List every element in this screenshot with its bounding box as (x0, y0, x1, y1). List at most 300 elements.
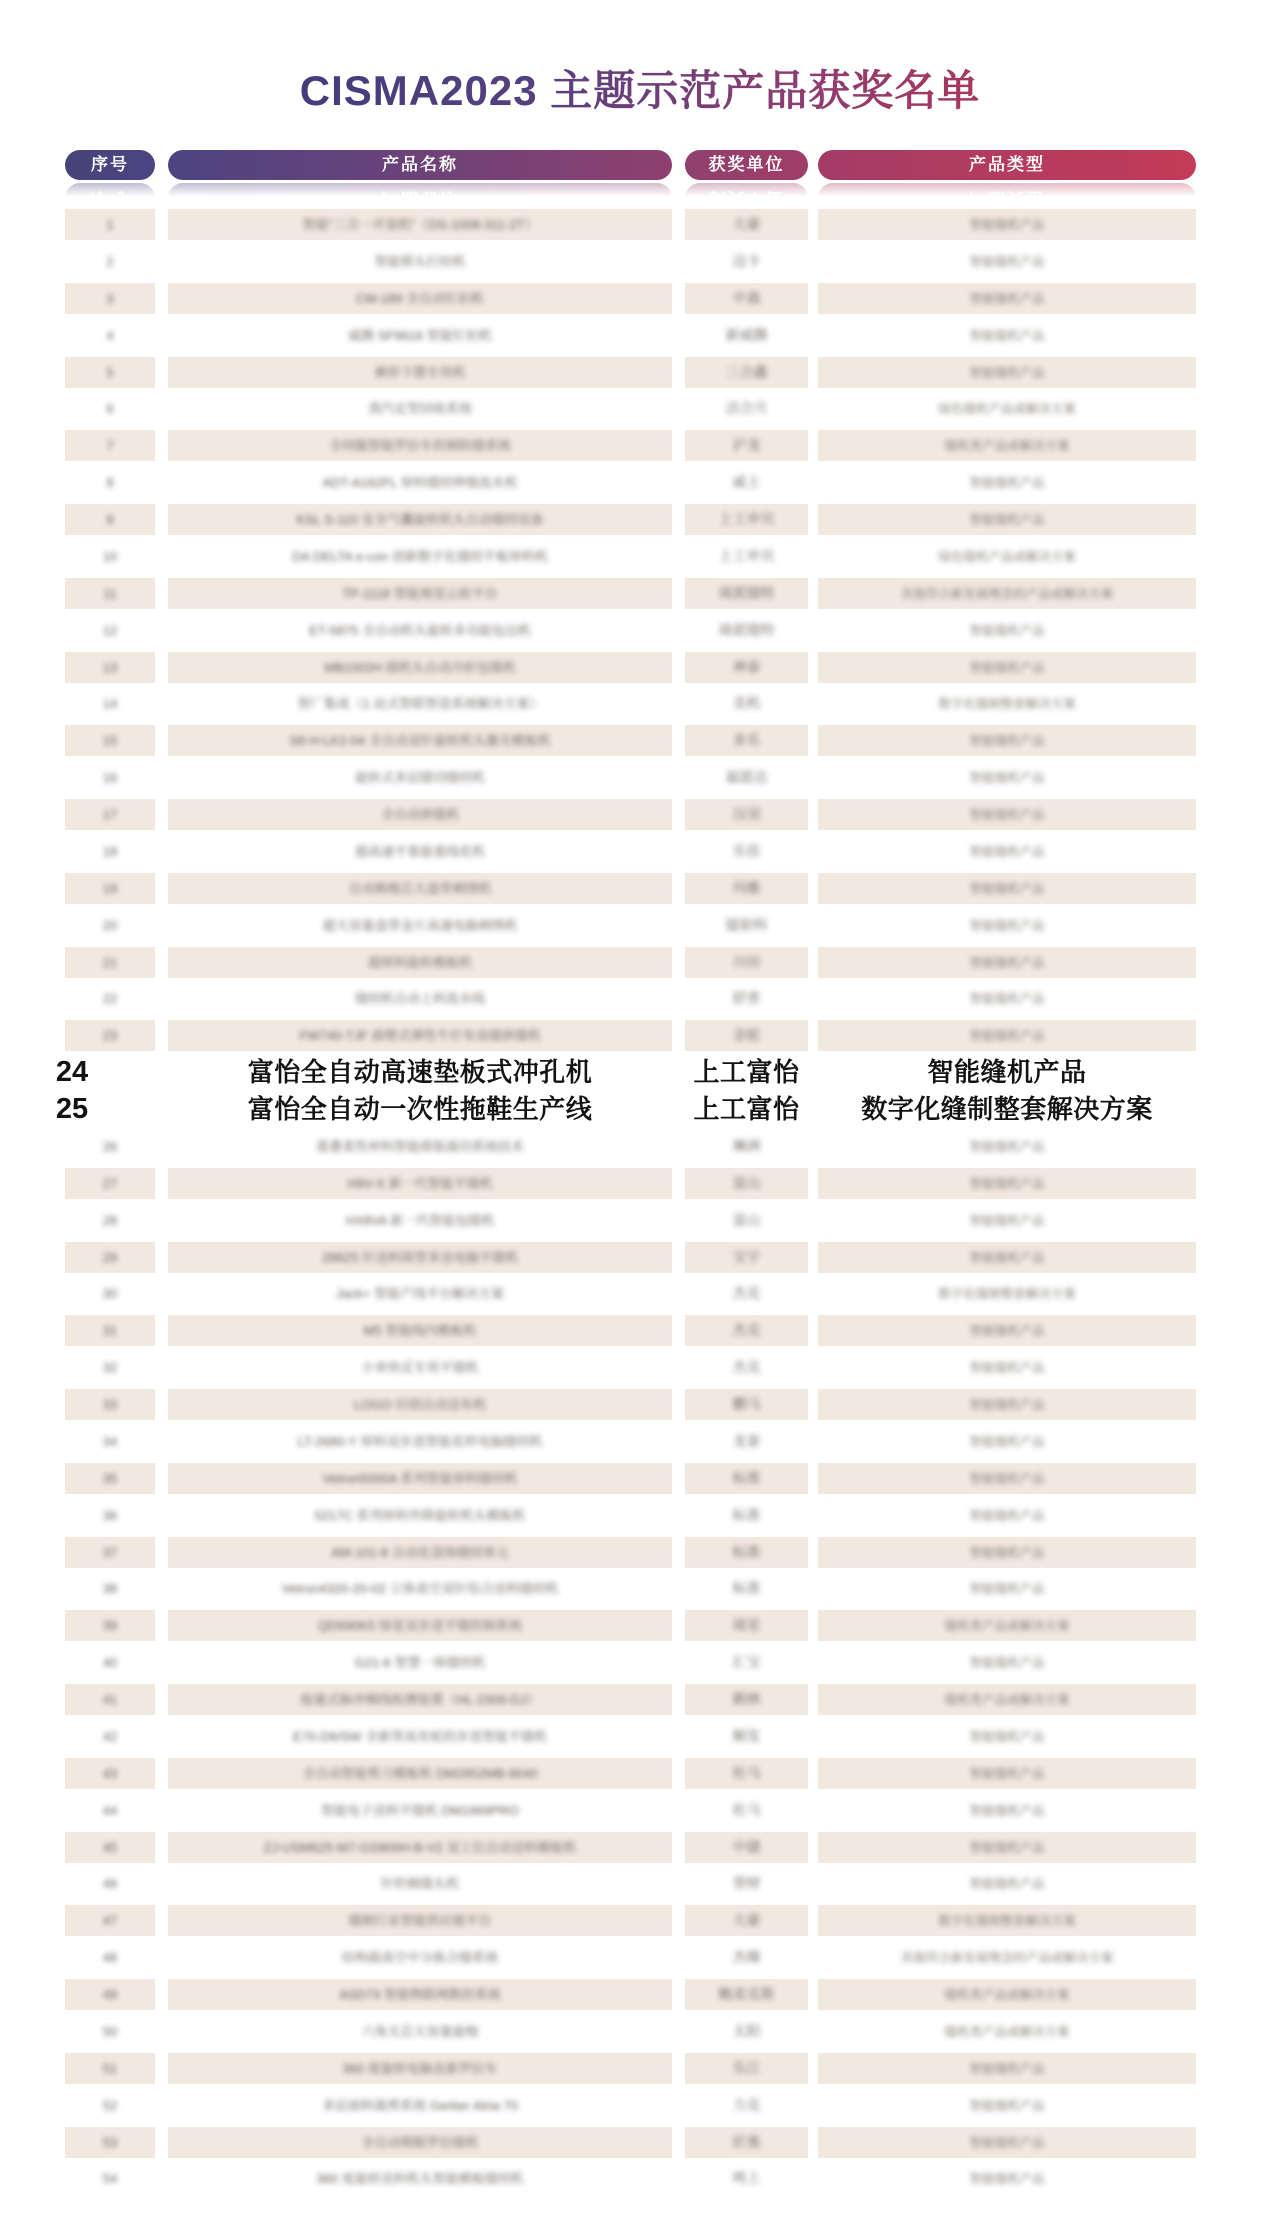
cell-product-type (818, 1758, 1196, 1789)
row-index-text: 13 (102, 659, 118, 675)
cell-index (65, 1573, 155, 1604)
row-index-text: 14 (102, 696, 118, 712)
cell-product-type (818, 836, 1196, 867)
cell-product-type (818, 2053, 1196, 2084)
cell-index (65, 504, 155, 535)
column-header-product-name: 产品名称 (168, 150, 672, 180)
award-unit-text: 威士 (732, 474, 761, 491)
product-name-text: 全自动拼缝机 (380, 807, 459, 822)
cell-product-name (168, 393, 672, 424)
product-type-text: 智能缝机产品 (969, 1729, 1045, 1744)
table-row (0, 1312, 1280, 1349)
cell-index (65, 1832, 155, 1863)
award-unit-text: 顺发 (732, 1727, 761, 1744)
table-row (0, 1091, 1280, 1128)
cell-award-unit (685, 1242, 808, 1273)
cell-product-name (168, 504, 672, 535)
product-name-text: 旋转式多层缝切缝纫机 (354, 770, 485, 786)
product-type-text: 智能缝机产品 (969, 1471, 1045, 1486)
row-index-text: 27 (102, 1175, 118, 1191)
cell-product-type (818, 357, 1196, 388)
cell-product-name (168, 1832, 672, 1863)
row-index-text: 19 (102, 880, 118, 896)
product-name-text: 六角无芯大容量旋梭 (361, 2023, 479, 2039)
cell-product-name (168, 1610, 672, 1641)
cell-index (65, 873, 155, 904)
table-row (0, 1386, 1280, 1423)
cell-product-type (818, 1721, 1196, 1752)
cell-award-unit (685, 1721, 808, 1752)
cell-product-name (168, 320, 672, 351)
cell-award-unit (685, 2053, 808, 2084)
cell-award-unit (685, 1205, 808, 1236)
cell-product-name (168, 652, 672, 683)
table-row (0, 2160, 1280, 2197)
cell-index (65, 283, 155, 314)
cell-product-name (168, 725, 672, 756)
product-type-text: 绿色缝机产品或解决方案 (938, 402, 1076, 417)
award-unit-text: 舒普 (732, 990, 761, 1007)
cell-product-type (818, 983, 1196, 1014)
cell-award-unit (685, 320, 808, 351)
product-type-text: 智能缝机产品 (969, 2061, 1045, 2076)
product-name-text: ZJ-USM625-M7-GS900H-B-V2 双工位自动送料模板机 (263, 1839, 577, 1855)
cell-product-name (168, 2053, 672, 2084)
cell-product-type (818, 688, 1196, 719)
table-row (0, 2124, 1280, 2161)
row-index-text: 42 (102, 1728, 118, 1744)
product-type-text: 智能缝机产品 (969, 476, 1045, 491)
cell-index (65, 357, 155, 388)
product-type-text: 智能缝机产品 (969, 808, 1045, 822)
table-row (0, 1534, 1280, 1571)
product-type-text: 智能缝机产品 (969, 365, 1045, 380)
row-index-text: 5 (106, 364, 114, 380)
cell-award-unit (685, 910, 808, 941)
cell-award-unit (685, 799, 808, 830)
award-unit-text: 汉羽 (732, 806, 761, 822)
product-type-text: 智能缝机产品 (969, 1029, 1045, 1044)
product-name-text: 富怡全自动高速垫板式冲孔机 (247, 1057, 593, 1088)
row-index-text: 28 (102, 1212, 118, 1228)
product-name-text: 360 度旋转电脑直驱罗拉车 (342, 2060, 498, 2076)
award-unit-text: 琦星 (732, 1617, 761, 1634)
cell-index (65, 1352, 155, 1383)
cell-product-type (818, 1242, 1196, 1273)
cell-award-unit (685, 283, 808, 314)
award-unit-text: 富山 (732, 1211, 761, 1228)
product-name-text: 全伺服智能罗拉车控制防缝系统 (328, 438, 511, 454)
award-unit-text: 杰克 (732, 1359, 761, 1376)
table-body (0, 206, 1280, 2197)
cell-index (65, 1315, 155, 1346)
product-type-text: 智能缝机产品 (927, 1057, 1087, 1088)
cell-product-type (818, 1426, 1196, 1457)
cell-award-unit (685, 393, 808, 424)
row-index-text: 1 (106, 217, 114, 232)
product-type-text: 其他符合新发展理念的产品或解决方案 (900, 586, 1114, 601)
cell-product-name (168, 1684, 672, 1715)
product-type-text: 智能缝机产品 (969, 1398, 1045, 1412)
row-index-text: 29 (102, 1249, 118, 1265)
award-unit-text: 匠奥 (732, 2133, 761, 2150)
award-unit-text: 镭射科 (725, 916, 768, 933)
cell-index (65, 467, 155, 498)
product-name-text: 蒸汽定型回收系统 (367, 401, 472, 417)
product-type-text: 智能缝机产品 (969, 2098, 1045, 2113)
cell-product-type (818, 541, 1196, 572)
product-name-text: 接量式脉冲棉线检测装置（HL-2306-DJ） (300, 1692, 540, 1707)
cell-index (65, 320, 155, 351)
cell-product-type (818, 320, 1196, 351)
row-index-text: 25 (55, 1093, 89, 1125)
cell-product-type (818, 393, 1196, 424)
cell-index (65, 1278, 155, 1309)
product-type-text: 智能缝机产品 (969, 771, 1045, 786)
cell-award-unit (685, 2090, 808, 2121)
award-unit-text: 标准 (732, 1543, 761, 1560)
cell-product-name (168, 1315, 672, 1346)
row-index-text: 54 (102, 2171, 118, 2187)
product-name-text: 超大容量盘带金片高速电脑刺绣机 (322, 917, 518, 933)
award-unit-text: 沪龙 (732, 437, 761, 454)
cell-award-unit (685, 467, 808, 498)
table-row (0, 1865, 1280, 1902)
cell-index (65, 799, 155, 830)
product-name-text: E70-D6/SW 全新带高布轮的步进智能平缝机 (292, 1728, 548, 1744)
row-index-text: 36 (102, 1507, 118, 1523)
cell-award-unit (685, 578, 808, 609)
table-row (0, 1755, 1280, 1792)
product-name-text: TP-1118 智能视觉云检平台 (342, 585, 498, 601)
table-row (0, 243, 1280, 280)
product-name-text: AM-101-8 自动化袋饰缝纫单元 (331, 1544, 509, 1560)
cell-product-name (168, 799, 672, 830)
cell-product-name (168, 873, 672, 904)
cell-index (65, 762, 155, 793)
cell-product-type (818, 1832, 1196, 1863)
cell-award-unit (685, 1942, 808, 1973)
cell-product-name (168, 2090, 672, 2121)
award-unit-text: 鲍麦克斯 (718, 1986, 775, 2002)
cell-award-unit (685, 1352, 808, 1383)
cell-index (65, 836, 155, 867)
award-unit-text: 杜马 (732, 1801, 761, 1818)
table-row (0, 796, 1280, 833)
row-index-text: 40 (102, 1655, 118, 1671)
cell-product-type (818, 1647, 1196, 1678)
product-type-text: 智能缝机产品 (969, 623, 1045, 638)
table-row (0, 870, 1280, 907)
cell-award-unit (685, 1979, 808, 2010)
page-title: CISMA2023 主题示范产品获奖名单 (0, 58, 1280, 110)
award-unit-text: 上工申贝 (718, 511, 775, 527)
award-unit-text: 洁合月 (725, 400, 768, 417)
cell-product-type (818, 1905, 1196, 1936)
cell-index (65, 688, 155, 719)
table-row (0, 2013, 1280, 2050)
award-unit-text: 多乐 (732, 732, 761, 749)
award-unit-text: 杰克 (732, 1285, 761, 1302)
table-row (0, 427, 1280, 464)
cell-product-name (168, 615, 672, 646)
row-index-text: 10 (102, 548, 118, 564)
row-index-text: 9 (106, 512, 114, 527)
award-unit-text: 标准 (732, 1469, 761, 1486)
product-name-text: S8-H-LK2-04 全自动双针旋转机头激光模板机 (289, 733, 551, 749)
table-row (0, 649, 1280, 686)
row-index-text: 3 (106, 290, 114, 306)
award-unit-text: 鸣上 (732, 2170, 761, 2187)
row-index-text: 17 (102, 807, 118, 822)
cell-award-unit (685, 947, 808, 978)
cell-product-type (818, 1573, 1196, 1604)
cell-award-unit (685, 1463, 808, 1494)
cell-product-name (168, 1278, 672, 1309)
product-name-text: 缝纫机自动上料流水线 (354, 991, 485, 1007)
cell-award-unit (685, 652, 808, 683)
cell-award-unit (685, 541, 808, 572)
award-unit-text: 美机 (732, 695, 761, 712)
product-type-text: 智能缝机产品 (969, 218, 1045, 232)
row-index-text: 52 (102, 2097, 118, 2113)
award-unit-text: 鹤林 (732, 1691, 761, 1707)
award-unit-text: 新威腾 (725, 326, 768, 343)
cell-index (65, 1426, 155, 1457)
cell-award-unit (685, 615, 808, 646)
award-unit-text: 大豪 (732, 216, 761, 232)
row-index-text: 26 (102, 1138, 118, 1154)
product-type-text: 智能缝机产品 (969, 513, 1045, 527)
cell-award-unit (685, 430, 808, 461)
product-name-text: ADT-A162FL 厚料缝纫伸缩流水机 (322, 475, 518, 491)
table-row (0, 1202, 1280, 1239)
table-row (0, 833, 1280, 870)
award-unit-text: 杰克 (732, 1322, 761, 1339)
cell-product-name (168, 762, 672, 793)
cell-product-type (818, 1352, 1196, 1383)
cell-product-type (818, 467, 1196, 498)
cell-product-name (168, 578, 672, 609)
product-type-text: 智能缝机产品 (969, 1176, 1045, 1191)
cell-index (65, 1647, 155, 1678)
product-type-text: 智能缝机产品 (969, 1803, 1045, 1818)
product-type-text: 智能缝机产品 (969, 660, 1045, 675)
cell-index (65, 983, 155, 1014)
cell-product-name (168, 357, 672, 388)
award-unit-text: 乐江 (732, 2059, 761, 2076)
cell-product-name (168, 910, 672, 941)
product-name-text: Vetron4320-20-02 立体真空双针综合送料缝纫机 (281, 1581, 559, 1597)
cell-product-name (168, 1758, 672, 1789)
cell-product-name (168, 1979, 672, 2010)
row-index-text: 34 (102, 1433, 118, 1449)
cell-product-name (168, 283, 672, 314)
product-type-text: 缝机类产品或解决方案 (944, 2024, 1070, 2039)
cell-product-type (818, 762, 1196, 793)
product-type-text: 智能缝机产品 (969, 881, 1045, 896)
product-type-text: 智能缝机产品 (969, 1213, 1045, 1228)
row-index-text: 31 (102, 1323, 118, 1339)
row-index-text: 46 (102, 1876, 118, 1892)
cell-index (65, 2163, 155, 2194)
cell-index (65, 2090, 155, 2121)
cell-award-unit (685, 1610, 808, 1641)
product-type-text: 智能缝机产品 (969, 1139, 1045, 1154)
product-name-text: 288Z5 针送料筒型多送电脑平缝机 (321, 1249, 519, 1265)
product-type-text: 智能缝机产品 (969, 1508, 1045, 1523)
cell-product-name (168, 1942, 672, 1973)
table-row (0, 1607, 1280, 1644)
column-header-index: 序号 (65, 150, 155, 180)
row-index-text: 51 (102, 2060, 118, 2076)
cell-index (65, 652, 155, 683)
product-name-text: 裤形下摆专用机 (374, 364, 466, 380)
product-type-text: 智能缝机产品 (969, 1250, 1045, 1265)
product-name-text: Jack+ 智能产线平台解决方案 (336, 1286, 504, 1302)
cell-index (65, 1684, 155, 1715)
product-type-text: 数字化缝制整套解决方案 (938, 1287, 1076, 1302)
table-row (0, 1570, 1280, 1607)
cell-award-unit (685, 504, 808, 535)
award-unit-text: 大豪 (732, 1912, 761, 1929)
cell-index (65, 1942, 155, 1973)
cell-index (65, 430, 155, 461)
table-row (0, 317, 1280, 354)
cell-award-unit (685, 1832, 808, 1863)
cell-product-type (818, 1057, 1196, 1088)
row-index-text: 21 (102, 954, 118, 970)
row-index-text: 44 (102, 1802, 118, 1818)
cell-index (65, 578, 155, 609)
product-name-text: HX8VA 新一代智能包缝机 (345, 1212, 495, 1228)
cell-product-name (168, 983, 672, 1014)
product-type-text: 智能缝机产品 (969, 734, 1045, 749)
cell-award-unit (685, 1315, 808, 1346)
cell-award-unit (685, 1573, 808, 1604)
row-index-text: 48 (102, 1950, 118, 1966)
cell-product-name (168, 1537, 672, 1568)
row-index-text: 2 (106, 253, 114, 269)
cell-index (65, 910, 155, 941)
product-name-text: ET-5875 全自动机头旋转多功能包边机 (309, 622, 531, 638)
cell-product-type (818, 2090, 1196, 2121)
cell-product-type (818, 873, 1196, 904)
award-unit-text: 上工申贝 (718, 547, 775, 564)
cell-award-unit (685, 1500, 808, 1531)
cell-product-name (168, 430, 672, 461)
product-name-text: MB1002H 圆机头自动冷折包缝机 (324, 659, 516, 675)
table-row (0, 1902, 1280, 1939)
row-index-text: 15 (102, 733, 118, 749)
award-unit-text: 标准 (732, 1580, 761, 1597)
table-row (0, 280, 1280, 317)
product-name-text: 重叠柔性材料智能排版裁切系统技术 (315, 1138, 524, 1154)
cell-index (40, 1094, 104, 1125)
row-index-text: 8 (106, 475, 114, 491)
table-row (0, 1239, 1280, 1276)
cell-product-type (818, 1868, 1196, 1899)
cell-product-name (168, 1020, 672, 1051)
award-unit-text: 杜马 (732, 1764, 761, 1781)
product-name-text: 智能锁头打结机 (374, 253, 466, 269)
award-unit-text: 富山 (732, 1174, 761, 1191)
award-unit-text: 杰臻 (732, 1949, 761, 1966)
cell-index (65, 1795, 155, 1826)
cell-product-type (818, 615, 1196, 646)
award-unit-text: 琦派缝特 (718, 584, 775, 601)
table-row (0, 1644, 1280, 1681)
product-name-text: KSL S-110 安全气囊旋转机头自动缝纫设备 (296, 512, 544, 527)
product-name-text: 自动换梭芯大盘带刺绣机 (348, 880, 492, 896)
row-index-text: 32 (102, 1360, 118, 1376)
cell-award-unit (685, 1094, 808, 1125)
table-row (0, 1497, 1280, 1534)
cell-product-name (168, 2016, 672, 2047)
table-row (0, 575, 1280, 612)
award-unit-text: 上工富怡 (693, 1057, 800, 1088)
product-type-text: 智能缝机产品 (969, 2135, 1045, 2150)
table-row (0, 501, 1280, 538)
product-name-text: LT-2680-Y 厚料双步进智能花样电脑缝纫机 (297, 1433, 543, 1449)
table-row (0, 1976, 1280, 2013)
cell-award-unit (685, 2127, 808, 2158)
cell-product-type (818, 1795, 1196, 1826)
product-type-text: 智能缝机产品 (969, 955, 1045, 970)
award-unit-text: 上工富怡 (693, 1094, 800, 1124)
cell-product-type (818, 1942, 1196, 1973)
product-type-text: 其他符合新发展理念的产品或解决方案 (900, 1951, 1114, 1966)
award-unit-text: 汇宝 (732, 1654, 761, 1671)
table-row (0, 2050, 1280, 2087)
product-name-text: 威腾 SF9616 智能钉扣机 (348, 327, 492, 343)
award-unit-text: 迈卡 (732, 252, 761, 269)
award-unit-text: 神泰 (732, 658, 761, 675)
cell-award-unit (685, 1758, 808, 1789)
cell-product-type (818, 430, 1196, 461)
cell-product-type (818, 799, 1196, 830)
cell-product-type (818, 2163, 1196, 2194)
cell-award-unit (685, 983, 808, 1014)
product-type-text: 智能缝机产品 (969, 1545, 1045, 1560)
row-index-text: 11 (103, 585, 117, 601)
cell-award-unit (685, 1389, 808, 1420)
award-unit-text: 标准 (732, 1506, 761, 1523)
cell-index (65, 2127, 155, 2158)
row-index-text: 47 (102, 1913, 118, 1929)
row-index-text: 18 (102, 843, 118, 859)
table-row (0, 944, 1280, 981)
table-row (0, 1792, 1280, 1829)
cell-product-name (168, 836, 672, 867)
row-index-text: 7 (106, 438, 114, 454)
row-index-text: 39 (102, 1618, 118, 1634)
cell-index (65, 1979, 155, 2010)
product-type-text: 智能缝机产品 (969, 328, 1045, 343)
cell-product-name (168, 467, 672, 498)
cell-index (65, 246, 155, 277)
cell-product-type (818, 1537, 1196, 1568)
row-index-text: 33 (102, 1397, 118, 1412)
product-name-text: 结构载真空中分拣合缝系统 (341, 1950, 498, 1966)
cell-product-type (818, 283, 1196, 314)
product-type-text: 缝机类产品或解决方案 (944, 1619, 1070, 1634)
product-name-text: 5217C 系列厚料外降旋转机头模板机 (314, 1507, 526, 1523)
table-row (0, 390, 1280, 427)
row-index-text: 38 (102, 1581, 118, 1597)
cell-award-unit (685, 1168, 808, 1199)
product-name-text: 富怡全自动一次性拖鞋生产线 (247, 1094, 593, 1124)
